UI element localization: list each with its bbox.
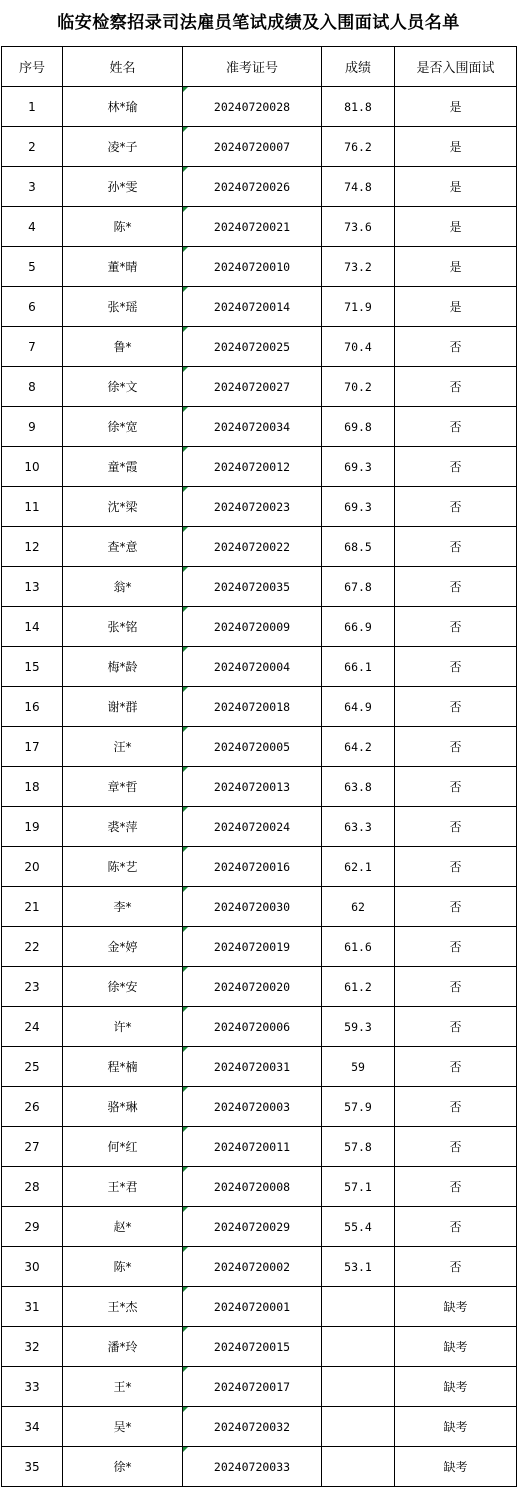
cell-seq: 5 (2, 247, 63, 287)
cell-name: 张*铭 (63, 607, 183, 647)
table-row (2, 287, 517, 327)
cell-interview: 否 (395, 487, 517, 527)
table-row (2, 607, 517, 647)
cell-seq: 11 (2, 487, 63, 527)
cell-interview: 否 (395, 567, 517, 607)
cell-name: 鲁* (63, 327, 183, 367)
cell-name: 陈*艺 (63, 847, 183, 887)
cell-exam-id: 20240720018 (183, 687, 322, 727)
cell-name: 王*君 (63, 1167, 183, 1207)
cell-exam-id: 20240720027 (183, 367, 322, 407)
cell-name: 王* (63, 1367, 183, 1407)
table-row (2, 167, 517, 207)
cell-seq: 34 (2, 1407, 63, 1447)
cell-interview: 否 (395, 1047, 517, 1087)
cell-score: 63.8 (322, 767, 395, 807)
cell-score: 74.8 (322, 167, 395, 207)
cell-score: 67.8 (322, 567, 395, 607)
cell-interview: 否 (395, 407, 517, 447)
table-row (2, 807, 517, 847)
cell-name: 梅*龄 (63, 647, 183, 687)
cell-score: 64.9 (322, 687, 395, 727)
cell-name: 童*霞 (63, 447, 183, 487)
cell-interview: 否 (395, 1087, 517, 1127)
table-row (2, 1247, 517, 1287)
cell-exam-id: 20240720030 (183, 887, 322, 927)
cell-name: 徐*宽 (63, 407, 183, 447)
cell-name: 吴* (63, 1407, 183, 1447)
table-row (2, 527, 517, 567)
cell-score (322, 1447, 395, 1487)
cell-score: 70.2 (322, 367, 395, 407)
cell-seq: 22 (2, 927, 63, 967)
table-row (2, 1007, 517, 1047)
column-header-interview: 是否入围面试 (395, 47, 517, 87)
table-row (2, 1447, 517, 1487)
cell-seq: 1 (2, 87, 63, 127)
table-row (2, 847, 517, 887)
table-row (2, 967, 517, 1007)
cell-score: 57.9 (322, 1087, 395, 1127)
cell-score: 63.3 (322, 807, 395, 847)
cell-score (322, 1287, 395, 1327)
cell-interview: 否 (395, 367, 517, 407)
cell-name: 潘*玲 (63, 1327, 183, 1367)
cell-score: 66.9 (322, 607, 395, 647)
cell-exam-id: 20240720016 (183, 847, 322, 887)
cell-exam-id: 20240720015 (183, 1327, 322, 1367)
results-table (1, 46, 517, 1487)
table-row (2, 727, 517, 767)
cell-interview: 否 (395, 1007, 517, 1047)
cell-exam-id: 20240720021 (183, 207, 322, 247)
cell-score: 64.2 (322, 727, 395, 767)
cell-seq: 9 (2, 407, 63, 447)
cell-score: 59 (322, 1047, 395, 1087)
cell-exam-id: 20240720035 (183, 567, 322, 607)
cell-name: 章*哲 (63, 767, 183, 807)
cell-seq: 26 (2, 1087, 63, 1127)
cell-name: 金*婷 (63, 927, 183, 967)
cell-interview: 否 (395, 1247, 517, 1287)
page-title: 临安检察招录司法雇员笔试成绩及入围面试人员名单 (57, 13, 460, 33)
cell-interview: 否 (395, 727, 517, 767)
table-row (2, 247, 517, 287)
column-header-name: 姓名 (63, 47, 183, 87)
cell-interview: 缺考 (395, 1287, 517, 1327)
cell-exam-id: 20240720005 (183, 727, 322, 767)
cell-score: 62 (322, 887, 395, 927)
cell-seq: 31 (2, 1287, 63, 1327)
table-header-row (2, 47, 517, 87)
cell-score: 57.8 (322, 1127, 395, 1167)
cell-seq: 6 (2, 287, 63, 327)
table-row (2, 1087, 517, 1127)
cell-seq: 20 (2, 847, 63, 887)
cell-name: 汪* (63, 727, 183, 767)
cell-seq: 14 (2, 607, 63, 647)
cell-exam-id: 20240720032 (183, 1407, 322, 1447)
cell-name: 裘*萍 (63, 807, 183, 847)
cell-seq: 13 (2, 567, 63, 607)
table-row (2, 447, 517, 487)
cell-interview: 否 (395, 327, 517, 367)
cell-interview: 缺考 (395, 1367, 517, 1407)
cell-seq: 12 (2, 527, 63, 567)
cell-interview: 否 (395, 847, 517, 887)
cell-name: 张*瑶 (63, 287, 183, 327)
cell-interview: 缺考 (395, 1327, 517, 1367)
cell-name: 董*晴 (63, 247, 183, 287)
cell-interview: 否 (395, 1167, 517, 1207)
cell-name: 徐*文 (63, 367, 183, 407)
cell-exam-id: 20240720033 (183, 1447, 322, 1487)
table-row (2, 687, 517, 727)
cell-score: 81.8 (322, 87, 395, 127)
cell-score: 53.1 (322, 1247, 395, 1287)
table-row (2, 927, 517, 967)
cell-name: 王*杰 (63, 1287, 183, 1327)
cell-seq: 29 (2, 1207, 63, 1247)
cell-exam-id: 20240720029 (183, 1207, 322, 1247)
cell-score (322, 1407, 395, 1447)
table-row (2, 767, 517, 807)
cell-score: 69.8 (322, 407, 395, 447)
cell-seq: 28 (2, 1167, 63, 1207)
cell-seq: 16 (2, 687, 63, 727)
cell-score: 68.5 (322, 527, 395, 567)
cell-name: 程*楠 (63, 1047, 183, 1087)
table-row (2, 407, 517, 447)
cell-name: 徐* (63, 1447, 183, 1487)
cell-seq: 4 (2, 207, 63, 247)
cell-seq: 10 (2, 447, 63, 487)
cell-exam-id: 20240720034 (183, 407, 322, 447)
cell-score: 57.1 (322, 1167, 395, 1207)
cell-name: 骆*琳 (63, 1087, 183, 1127)
cell-interview: 是 (395, 87, 517, 127)
cell-seq: 32 (2, 1327, 63, 1367)
cell-seq: 17 (2, 727, 63, 767)
cell-score (322, 1367, 395, 1407)
cell-score: 71.9 (322, 287, 395, 327)
cell-exam-id: 20240720012 (183, 447, 322, 487)
cell-interview: 否 (395, 887, 517, 927)
column-header-exam-id: 准考证号 (183, 47, 322, 87)
cell-exam-id: 20240720014 (183, 287, 322, 327)
cell-exam-id: 20240720023 (183, 487, 322, 527)
cell-seq: 8 (2, 367, 63, 407)
cell-name: 沈*梁 (63, 487, 183, 527)
table-row (2, 367, 517, 407)
cell-exam-id: 20240720017 (183, 1367, 322, 1407)
cell-exam-id: 20240720011 (183, 1127, 322, 1167)
table-row (2, 1047, 517, 1087)
cell-interview: 否 (395, 607, 517, 647)
cell-score: 59.3 (322, 1007, 395, 1047)
cell-exam-id: 20240720003 (183, 1087, 322, 1127)
cell-exam-id: 20240720013 (183, 767, 322, 807)
cell-interview: 否 (395, 527, 517, 567)
cell-score: 62.1 (322, 847, 395, 887)
cell-exam-id: 20240720002 (183, 1247, 322, 1287)
cell-exam-id: 20240720022 (183, 527, 322, 567)
table-row (2, 487, 517, 527)
table-row (2, 887, 517, 927)
cell-interview: 缺考 (395, 1407, 517, 1447)
table-body (2, 87, 517, 1487)
cell-interview: 是 (395, 127, 517, 167)
cell-exam-id: 20240720028 (183, 87, 322, 127)
cell-interview: 否 (395, 807, 517, 847)
cell-seq: 3 (2, 167, 63, 207)
cell-seq: 18 (2, 767, 63, 807)
cell-exam-id: 20240720026 (183, 167, 322, 207)
cell-seq: 21 (2, 887, 63, 927)
cell-exam-id: 20240720020 (183, 967, 322, 1007)
cell-exam-id: 20240720024 (183, 807, 322, 847)
cell-interview: 否 (395, 927, 517, 967)
cell-interview: 否 (395, 1127, 517, 1167)
table-row (2, 87, 517, 127)
cell-interview: 是 (395, 207, 517, 247)
cell-seq: 7 (2, 327, 63, 367)
table-row (2, 1367, 517, 1407)
cell-name: 李* (63, 887, 183, 927)
cell-seq: 2 (2, 127, 63, 167)
cell-seq: 15 (2, 647, 63, 687)
cell-seq: 25 (2, 1047, 63, 1087)
table-row (2, 127, 517, 167)
table-row (2, 1127, 517, 1167)
cell-seq: 27 (2, 1127, 63, 1167)
table-row (2, 567, 517, 607)
cell-seq: 24 (2, 1007, 63, 1047)
cell-interview: 否 (395, 1207, 517, 1247)
cell-interview: 否 (395, 647, 517, 687)
cell-score: 69.3 (322, 487, 395, 527)
cell-name: 徐*安 (63, 967, 183, 1007)
cell-name: 何*红 (63, 1127, 183, 1167)
table-row (2, 327, 517, 367)
column-header-seq: 序号 (2, 47, 63, 87)
cell-score: 70.4 (322, 327, 395, 367)
table-row (2, 207, 517, 247)
cell-score: 61.2 (322, 967, 395, 1007)
cell-name: 孙*雯 (63, 167, 183, 207)
cell-exam-id: 20240720001 (183, 1287, 322, 1327)
cell-score (322, 1327, 395, 1367)
cell-seq: 30 (2, 1247, 63, 1287)
cell-name: 谢*群 (63, 687, 183, 727)
cell-exam-id: 20240720009 (183, 607, 322, 647)
cell-seq: 19 (2, 807, 63, 847)
cell-score: 55.4 (322, 1207, 395, 1247)
cell-exam-id: 20240720008 (183, 1167, 322, 1207)
cell-interview: 缺考 (395, 1447, 517, 1487)
cell-name: 查*意 (63, 527, 183, 567)
cell-exam-id: 20240720031 (183, 1047, 322, 1087)
cell-score: 73.6 (322, 207, 395, 247)
table-row (2, 1287, 517, 1327)
cell-interview: 是 (395, 167, 517, 207)
cell-name: 陈* (63, 1247, 183, 1287)
cell-seq: 23 (2, 967, 63, 1007)
cell-interview: 是 (395, 287, 517, 327)
cell-score: 66.1 (322, 647, 395, 687)
cell-exam-id: 20240720007 (183, 127, 322, 167)
table-row (2, 647, 517, 687)
table-row (2, 1207, 517, 1247)
cell-name: 陈* (63, 207, 183, 247)
cell-interview: 否 (395, 967, 517, 1007)
cell-exam-id: 20240720006 (183, 1007, 322, 1047)
cell-score: 69.3 (322, 447, 395, 487)
cell-interview: 是 (395, 247, 517, 287)
cell-name: 许* (63, 1007, 183, 1047)
cell-name: 翁* (63, 567, 183, 607)
table-row (2, 1327, 517, 1367)
cell-score: 76.2 (322, 127, 395, 167)
cell-exam-id: 20240720010 (183, 247, 322, 287)
cell-score: 73.2 (322, 247, 395, 287)
cell-seq: 33 (2, 1367, 63, 1407)
cell-exam-id: 20240720004 (183, 647, 322, 687)
column-header-score: 成绩 (322, 47, 395, 87)
cell-exam-id: 20240720025 (183, 327, 322, 367)
cell-interview: 否 (395, 447, 517, 487)
cell-name: 凌*子 (63, 127, 183, 167)
cell-score: 61.6 (322, 927, 395, 967)
cell-name: 赵* (63, 1207, 183, 1247)
table-row (2, 1407, 517, 1447)
cell-exam-id: 20240720019 (183, 927, 322, 967)
cell-seq: 35 (2, 1447, 63, 1487)
cell-name: 林*瑜 (63, 87, 183, 127)
cell-interview: 否 (395, 767, 517, 807)
table-row (2, 1167, 517, 1207)
cell-interview: 否 (395, 687, 517, 727)
